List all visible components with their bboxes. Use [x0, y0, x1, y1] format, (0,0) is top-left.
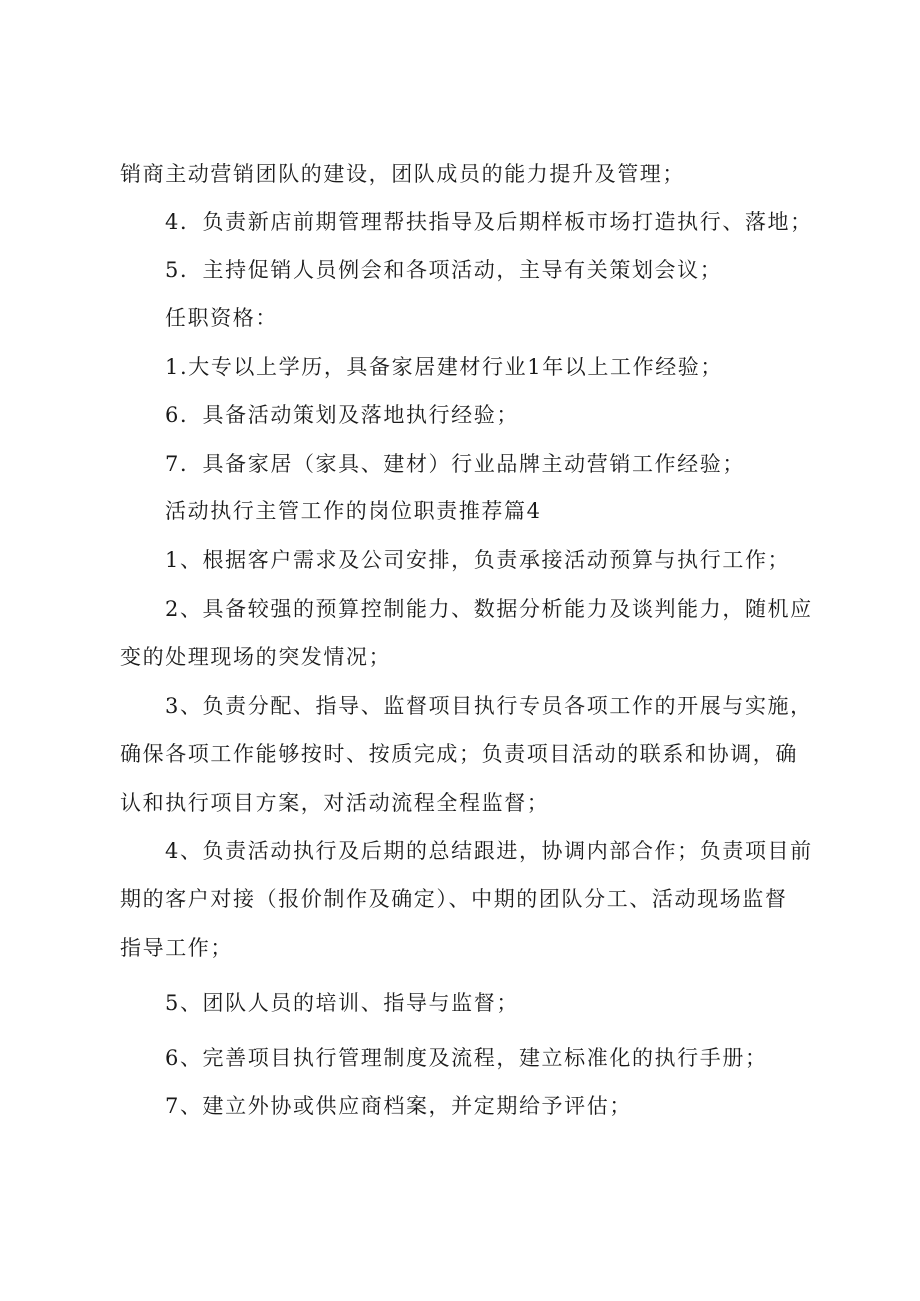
- text-line: 销商主动营销团队的建设，团队成员的能力提升及管理；: [120, 162, 685, 186]
- text-line: 3、负责分配、指导、监督项目执行专员各项工作的开展与实施，: [165, 694, 813, 718]
- text-line: 认和执行项目方案，对活动流程全程监督；: [120, 791, 550, 815]
- text-line: 5．主持促销人员例会和各项活动，主导有关策划会议；: [165, 258, 723, 282]
- text-line: 6．具备活动策划及落地执行经验；: [165, 403, 519, 427]
- text-line: 7、建立外协或供应商档案，并定期给予评估；: [165, 1094, 632, 1118]
- text-line: 5、团队人员的培训、指导与监督；: [165, 991, 519, 1015]
- text-line: 7．具备家居（家具、建材）行业品牌主动营销工作经验；: [165, 452, 745, 476]
- text-line: 2、具备较强的预算控制能力、数据分析能力及谈判能力，随机应: [165, 597, 813, 621]
- text-line: 变的处理现场的突发情况；: [120, 645, 392, 669]
- text-line: 4．负责新店前期管理帮扶指导及后期样板市场打造执行、落地；: [165, 210, 813, 234]
- text-line: 4、负责活动执行及后期的总结跟进，协调内部合作；负责项目前: [165, 839, 813, 863]
- text-line: 指导工作；: [120, 936, 233, 960]
- text-line: 1.大专以上学历，具备家居建材行业1年以上工作经验；: [165, 355, 723, 379]
- text-line: 确保各项工作能够按时、按质完成；负责项目活动的联系和协调，确: [120, 742, 798, 766]
- text-line: 6、完善项目执行管理制度及流程，建立标准化的执行手册；: [165, 1046, 768, 1070]
- text-line: 期的客户对接（报价制作及确定）、中期的团队分工、活动现场监督: [120, 887, 788, 911]
- text-line: 1、根据客户需求及公司安排，负责承接活动预算与执行工作；: [165, 548, 791, 572]
- section-title: 活动执行主管工作的岗位职责推荐篇4: [165, 499, 542, 523]
- section-heading: 任职资格：: [165, 306, 278, 330]
